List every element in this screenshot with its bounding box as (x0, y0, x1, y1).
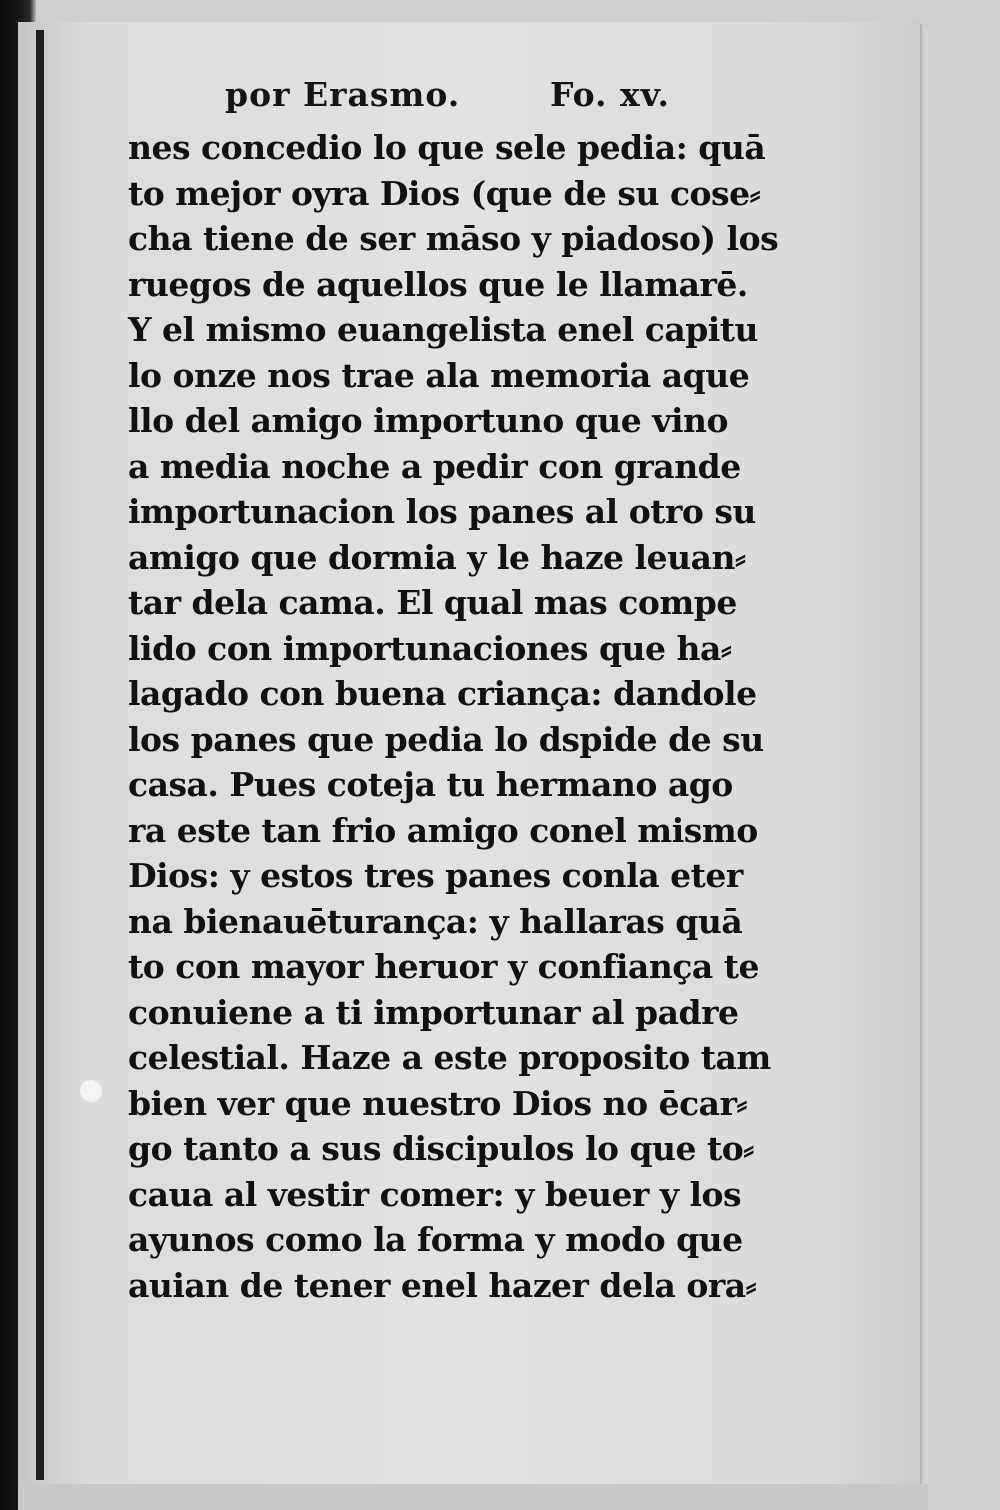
text-line: auian de tener enel hazer dela ora⸗ (128, 1265, 757, 1305)
text-line: lido con importunaciones que ha⸗ (128, 628, 732, 668)
text-line: Y el mismo euangelista enel capitu (128, 310, 759, 349)
text-line: Dios: y estos tres panes conla eter (128, 856, 743, 895)
text-line: a media noche a pedir con grande (128, 446, 741, 486)
text-line: bien ver que nuestro Dios no ēcar⸗ (128, 1083, 747, 1123)
page-header (225, 75, 745, 119)
body-text (128, 125, 788, 1308)
text-line: cha tiene de ser māso y piadoso) los (128, 219, 779, 258)
text-line: lagado con buena criança: dandole (128, 674, 757, 713)
text-line: nes concedio lo que sele pedia: quā (128, 128, 766, 167)
text-line: ayunos como la forma y modo que (128, 1220, 743, 1259)
text-line: na bienauēturança: y hallaras quā (128, 901, 743, 941)
folio-number: Fo. xv. (550, 75, 671, 114)
text-line: lo onze nos trae ala memoria aque (128, 355, 750, 395)
text-line: ruegos de aquellos que le llamarē. (128, 264, 748, 304)
text-line: ra este tan frio amigo conel mismo (128, 810, 758, 850)
text-line: conuiene a ti importunar al padre (128, 992, 739, 1032)
text-line: casa. Pues coteja tu hermano ago (128, 765, 733, 804)
running-title: por Erasmo. (225, 75, 461, 114)
text-line: amigo que dormia y le haze leuan⸗ (128, 537, 746, 577)
text-line: celestial. Haze a este proposito tam (128, 1038, 771, 1077)
text-line: los panes que pedia lo dspide de su (128, 719, 764, 759)
bottom-margin (18, 1484, 928, 1510)
text-line: tar dela cama. El qual mas compe (128, 583, 737, 622)
text-line: go tanto a sus discipulos lo que to⸗ (128, 1129, 754, 1168)
text-line: to mejor oyra Dios (que de su cose⸗ (128, 173, 761, 213)
binding-strip (36, 30, 44, 1480)
text-line: llo del amigo importuno que vino (128, 401, 728, 440)
text-line: importunacion los panes al otro su (128, 492, 756, 531)
paper-blemish (80, 1080, 102, 1102)
text-line: caua al vestir comer: y beuer y los (128, 1174, 742, 1214)
text-line: to con mayor heruor y confiança te (128, 947, 760, 986)
